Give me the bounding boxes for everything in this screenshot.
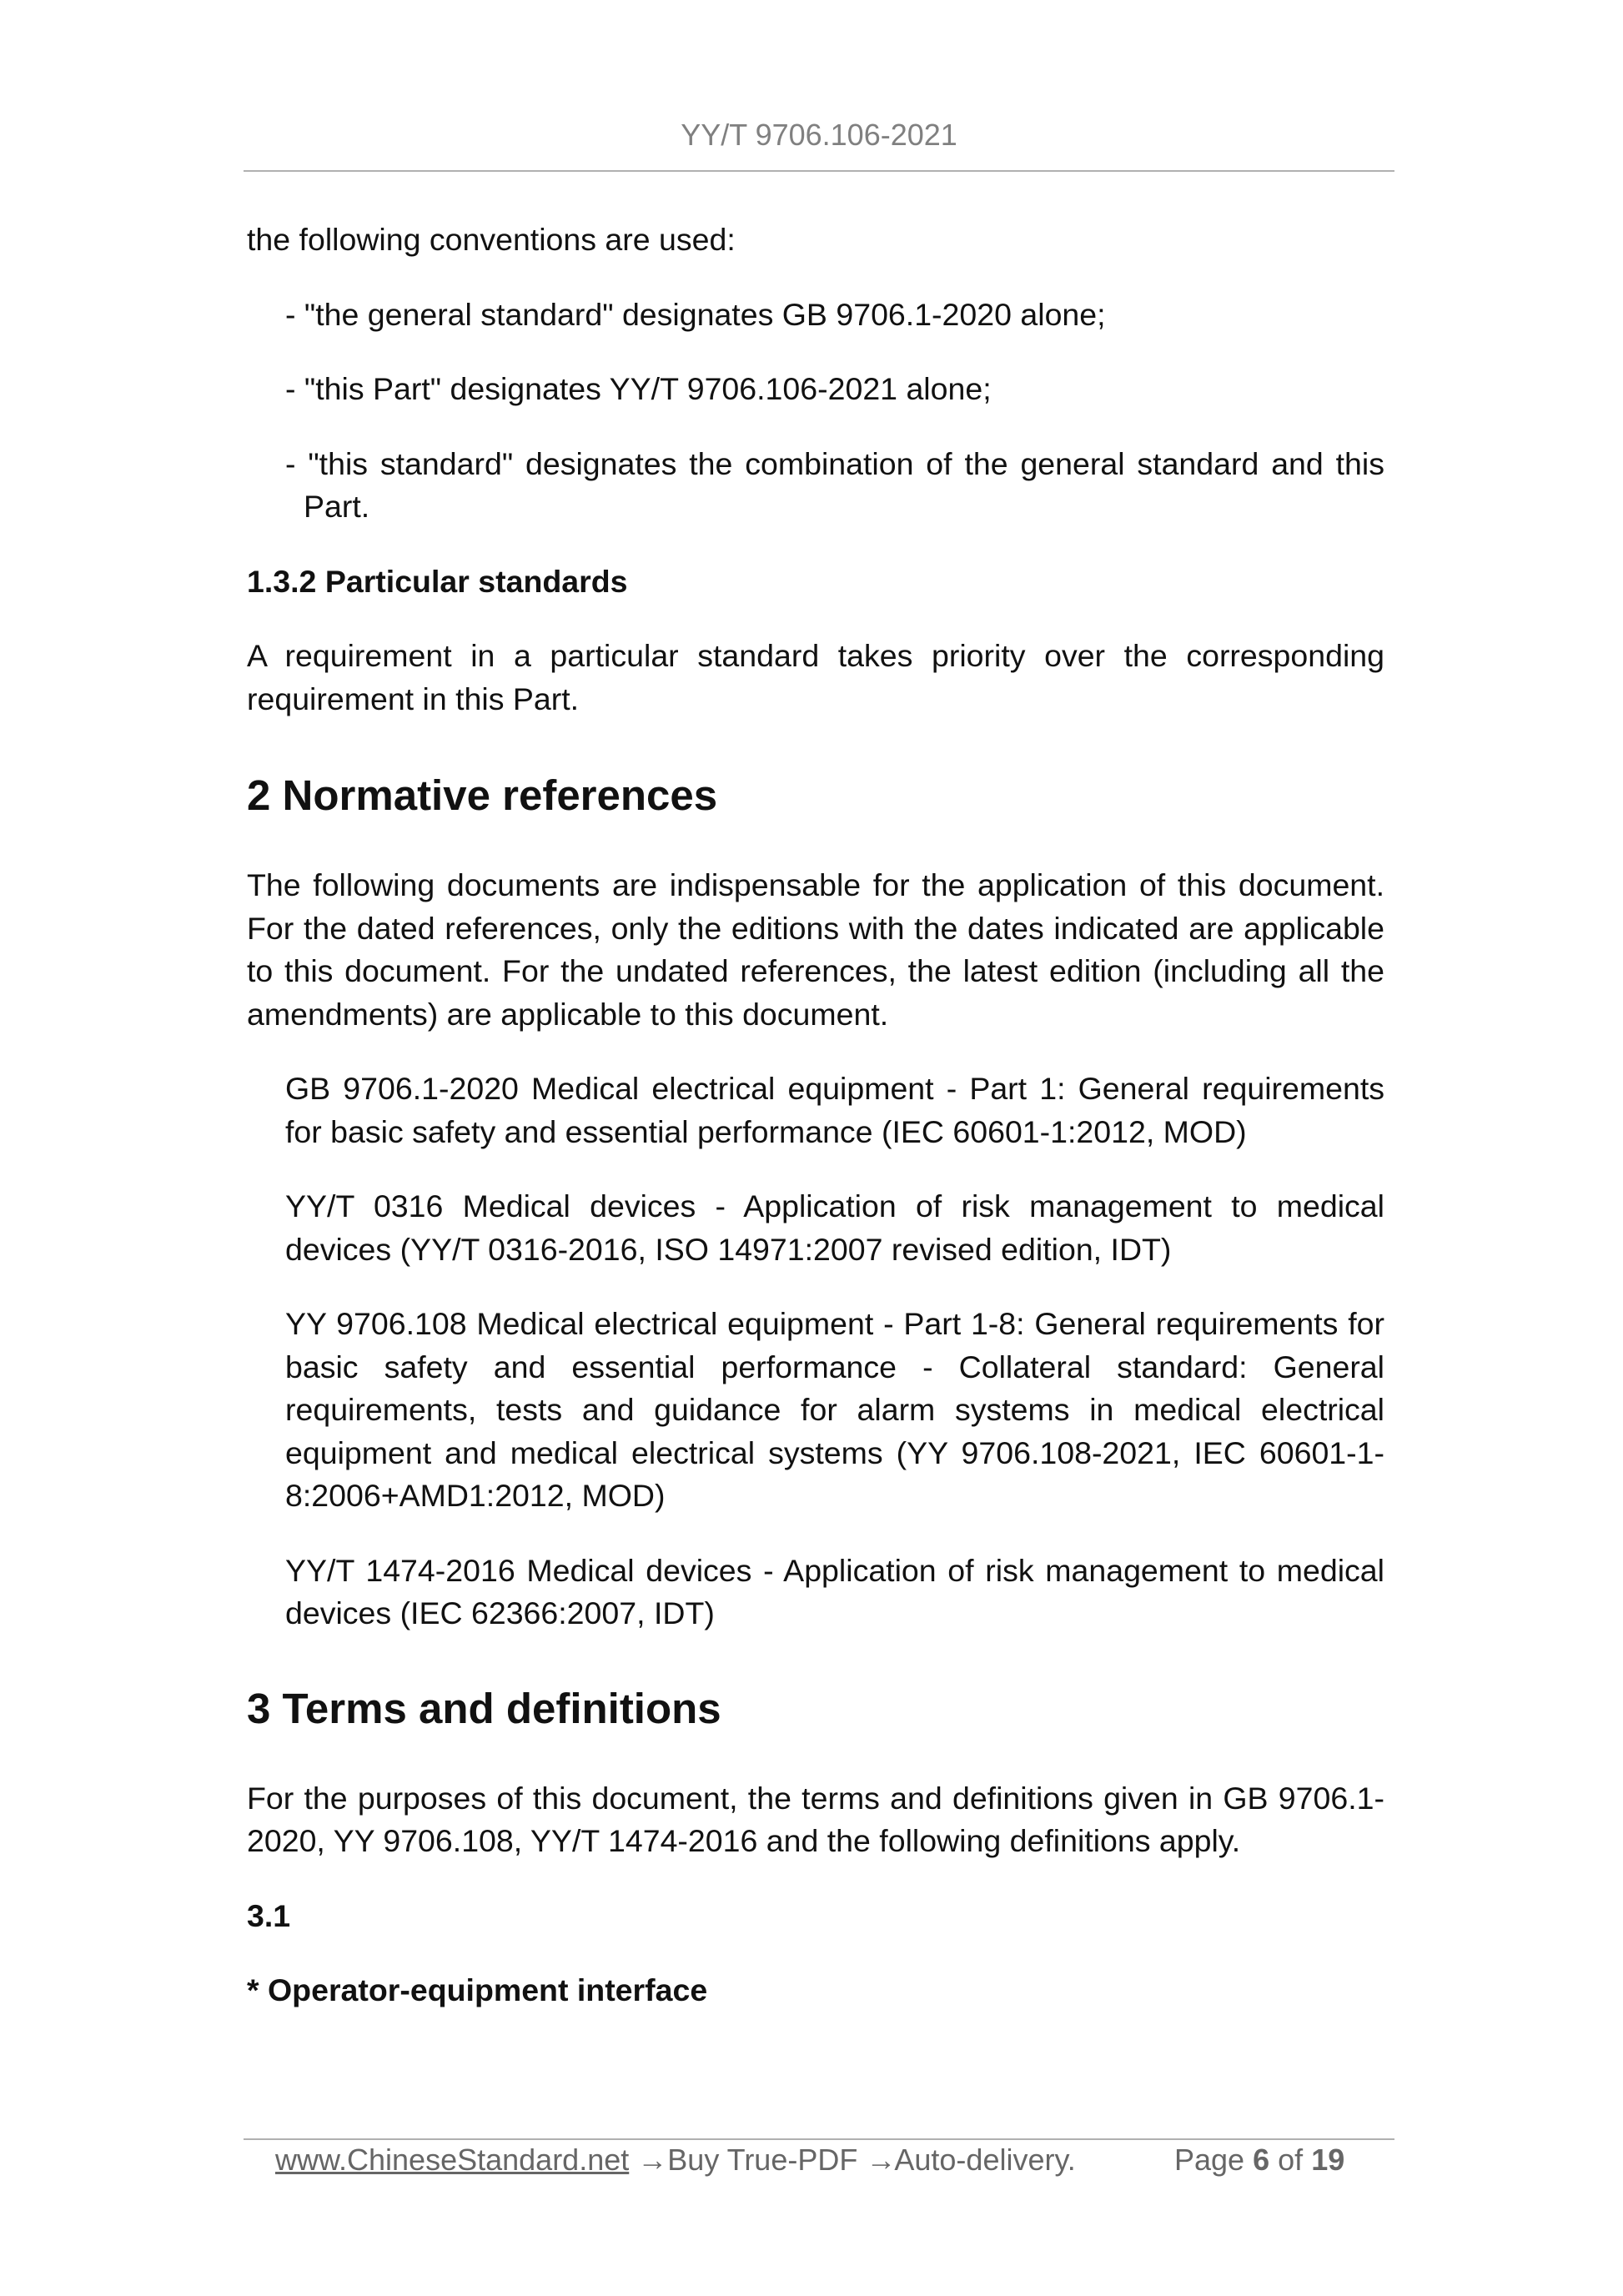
intro-text: the following conventions are used: [247, 222, 736, 257]
header-divider [244, 170, 1394, 172]
term-heading: * Operator-equipment interface [247, 1972, 708, 2007]
arrow-right-icon: → [866, 2143, 897, 2177]
section-3-text: For the purposes of this document, the terms and definitions given in GB 9706.1-2020, YY 9706.108, YY/T 1474-2016 and the following definitions apply. [247, 1780, 1384, 1858]
page-body [247, 219, 1384, 2044]
reference-item: YY/T 1474-2016 Medical devices - Application of risk management to medical devices (IEC 62366:2007, IDT) [285, 1552, 1384, 1630]
buy-pdf-text: Buy True-PDF [667, 2143, 858, 2177]
arrow-right-icon: → [637, 2143, 668, 2177]
clause-number: 3.1 [247, 1897, 291, 1933]
footer [275, 2142, 1393, 2178]
header-standard-number: YY/T 9706.106-2021 [681, 118, 957, 152]
website-link[interactable]: www.ChineseStandard.net [275, 2143, 630, 2177]
of-word: of [1278, 2143, 1304, 2177]
section-heading-2: 2 Normative references [247, 771, 718, 819]
reference-item: YY/T 0316 Medical devices - Application of risk management to medical devices (YY/T 0316-2016, ISO 14971:2007 revised edition, IDT) [285, 1188, 1384, 1267]
page-word: Page [1174, 2143, 1245, 2177]
convention-item: - "this Part" designates YY/T 9706.106-2021 alone; [285, 371, 992, 406]
total-pages: 19 [1311, 2143, 1345, 2177]
section-2-text: The following documents are indispensable for the application of this document. For the dated references, only the editions with the dates indicated are applicable to this document. For the undated references, the latest edition (including all the amendments) are applicable to this document. [247, 867, 1384, 1032]
section-1-3-2-text: A requirement in a particular standard takes priority over the corresponding requirement in this Part. [247, 638, 1384, 716]
convention-item: - "this standard" designates the combination of the general standard and this Part. [285, 445, 1384, 524]
section-heading-1-3-2: 1.3.2 Particular standards [247, 563, 628, 599]
page-indicator [1174, 2142, 1344, 2178]
footer-divider [244, 2138, 1394, 2140]
convention-item: - "the general standard" designates GB 9706.1-2020 alone; [285, 296, 1106, 332]
auto-delivery-text: Auto-delivery. [894, 2143, 1076, 2177]
section-heading-3: 3 Terms and definitions [247, 1684, 721, 1732]
reference-item: YY 9706.108 Medical electrical equipment - Part 1-8: General requirements for basic safety and essential performance - Collateral standard: General requirements, tests and guidance for alarm systems in medical electrical equipment and medical electrical systems (YY 9706.108-2021, IEC 60601-1-8:2006+AMD1:2012, MOD) [285, 1306, 1384, 1513]
page-number: 6 [1253, 2143, 1270, 2177]
reference-item: GB 9706.1-2020 Medical electrical equipment - Part 1: General requirements for basic safety and essential performance (IEC 60601-1:2012, MOD) [285, 1071, 1384, 1149]
